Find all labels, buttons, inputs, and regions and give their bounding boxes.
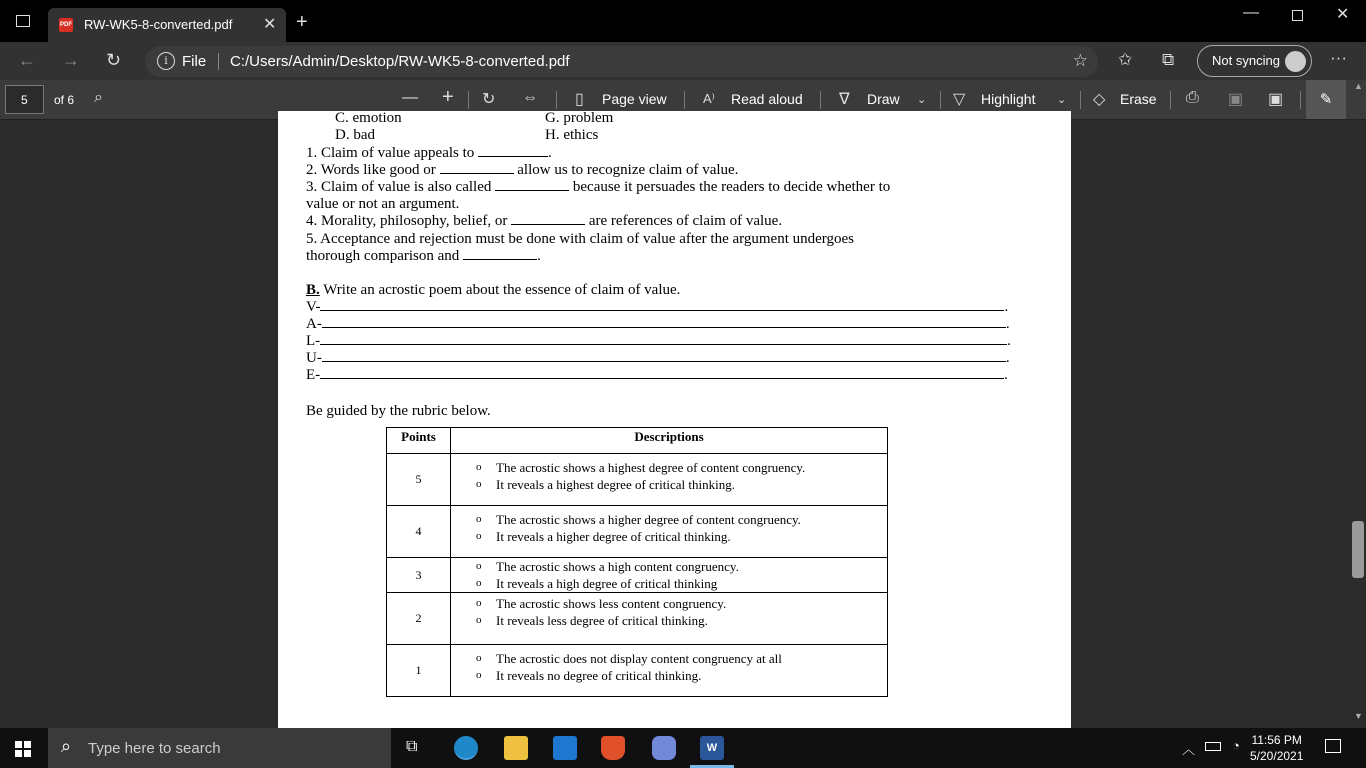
- print-icon[interactable]: ⎙: [1186, 89, 1199, 106]
- highlight-chevron-down-icon[interactable]: ⌄: [1057, 94, 1067, 106]
- acrostic-blank: [322, 316, 1006, 328]
- choice-c: C. emotion: [335, 110, 402, 126]
- forward-icon[interactable]: →: [62, 50, 80, 70]
- acrostic-line-a: A- .: [306, 316, 1010, 332]
- section-b-text: Write an acrostic poem about the essence of claim of value.: [323, 282, 681, 298]
- browser-tab[interactable]: [48, 8, 286, 42]
- collections-icon[interactable]: ⧉: [1162, 50, 1175, 69]
- search-placeholder: Type here to search: [88, 740, 221, 757]
- pin-icon[interactable]: ✎: [1306, 80, 1346, 119]
- acrostic-letter-e: E-: [306, 367, 321, 383]
- sync-label: Not syncing: [1212, 53, 1280, 68]
- taskbar: [0, 728, 1366, 768]
- zoom-in-icon[interactable]: +: [442, 86, 454, 108]
- acrostic-letter-l: L-: [306, 333, 321, 349]
- avatar: [1285, 51, 1306, 72]
- url-separator: [218, 53, 219, 70]
- choice-g: G. problem: [545, 110, 614, 126]
- minimize-icon[interactable]: —: [1243, 4, 1259, 21]
- chevron-up-icon[interactable]: ︿: [1182, 742, 1196, 757]
- table-row: [387, 454, 888, 506]
- search-icon[interactable]: ⌕: [94, 89, 103, 106]
- description-line: o It reveals a higher degree of critical thinking.: [496, 528, 887, 545]
- description-line: o The acrostic shows a higher degree of content congruency.: [496, 511, 887, 528]
- more-menu-icon[interactable]: ···: [1330, 48, 1347, 67]
- question-2: [306, 162, 738, 179]
- column-header-points: Points: [387, 428, 451, 454]
- question-3-text: 3. Claim of value is also called: [306, 179, 492, 195]
- pdf-page: [278, 111, 1071, 731]
- acrostic-line-v: V- .: [306, 299, 1009, 315]
- brave-icon[interactable]: [601, 736, 625, 760]
- description-cell: [451, 506, 888, 558]
- address-bar: [0, 42, 1366, 80]
- question-4-text-end: are references of claim of value.: [588, 213, 783, 229]
- description-line: o The acrostic shows a highest degree of content congruency.: [496, 459, 887, 476]
- scrollbar-thumb[interactable]: [1352, 521, 1364, 578]
- description-cell: [451, 454, 888, 506]
- answer-blank: [463, 248, 537, 260]
- url-text[interactable]: C:/Users/Admin/Desktop/RW-WK5-8-converted.pdf: [230, 53, 570, 70]
- scrollbar[interactable]: [1350, 81, 1366, 727]
- draw-chevron-down-icon[interactable]: ⌄: [917, 94, 927, 106]
- sync-button[interactable]: [1197, 45, 1312, 77]
- scroll-up-icon[interactable]: ▲: [1354, 81, 1363, 91]
- page-number-input[interactable]: 5: [5, 85, 44, 114]
- clock-date: 5/20/2021: [1250, 749, 1304, 763]
- close-window-icon[interactable]: ✕: [1336, 6, 1350, 23]
- taskbar-search[interactable]: [48, 728, 391, 768]
- question-1-text: 1. Claim of value appeals to: [306, 145, 475, 161]
- info-icon[interactable]: i: [157, 52, 175, 70]
- acrostic-letter-v: V-: [306, 299, 321, 315]
- acrostic-blank: [320, 299, 1004, 311]
- url-scheme-label: File: [182, 53, 207, 70]
- highlight-button[interactable]: Highlight: [981, 91, 1036, 107]
- acrostic-line-e: E- .: [306, 367, 1008, 383]
- table-row: [387, 645, 888, 697]
- question-3: [306, 179, 890, 196]
- acrostic-letter-u: U-: [306, 350, 322, 366]
- page-total: of 6: [54, 93, 75, 107]
- favorites-icon[interactable]: ✩: [1118, 50, 1133, 69]
- question-2-text-end: allow us to recognize claim of value.: [517, 162, 739, 178]
- acrostic-letter-a: A-: [306, 316, 322, 332]
- toolbar-divider: [820, 91, 821, 109]
- description-cell: [451, 558, 888, 593]
- page-view-button[interactable]: Page view: [602, 91, 667, 107]
- table-row: [387, 593, 888, 645]
- title-bar: [0, 0, 1366, 42]
- acrostic-line-l: L- .: [306, 333, 1011, 349]
- window-menu-icon[interactable]: [16, 15, 30, 27]
- erase-button[interactable]: Erase: [1120, 91, 1157, 107]
- draw-button[interactable]: Draw: [867, 91, 900, 107]
- question-2-text: 2. Words like good or: [306, 162, 436, 178]
- table-row: [387, 506, 888, 558]
- points-cell: 4: [387, 506, 451, 558]
- table-header-row: [387, 428, 888, 454]
- word-icon[interactable]: W: [700, 736, 724, 760]
- question-1: 1. Claim of value appeals to .: [306, 145, 552, 161]
- toolbar-divider: [468, 91, 469, 109]
- tab-title: RW-WK5-8-converted.pdf: [84, 17, 233, 32]
- scroll-down-icon[interactable]: ▼: [1354, 711, 1363, 721]
- save-icon[interactable]: ▣: [1228, 91, 1244, 108]
- clock-time: 11:56 PM: [1251, 733, 1302, 747]
- wifi-icon[interactable]: ◔: [1232, 738, 1240, 753]
- points-cell: 3: [387, 558, 451, 593]
- section-b-label: B.: [306, 282, 320, 298]
- page-view-icon[interactable]: ▯: [575, 91, 584, 108]
- clock[interactable]: [1250, 732, 1303, 764]
- question-4-text: 4. Morality, philosophy, belief, or: [306, 213, 508, 229]
- edge-icon[interactable]: [454, 736, 478, 760]
- description-line: o The acrostic shows less content congruency.: [496, 595, 887, 612]
- question-5: 5. Acceptance and rejection must be done with claim of value after the argument undergoes: [306, 231, 854, 247]
- zoom-out-icon[interactable]: —: [402, 89, 418, 106]
- toolbar-divider: [684, 91, 685, 109]
- description-cell: [451, 645, 888, 697]
- rubric-intro: Be guided by the rubric below.: [306, 403, 491, 419]
- toolbar-divider: [556, 91, 557, 109]
- task-view-icon[interactable]: ⧉: [406, 738, 418, 755]
- choice-h: H. ethics: [545, 127, 599, 143]
- new-tab-icon[interactable]: +: [296, 11, 308, 33]
- url-field[interactable]: [145, 46, 1098, 77]
- toolbar-divider: [940, 91, 941, 109]
- back-icon[interactable]: ←: [18, 50, 36, 70]
- save-as-icon[interactable]: ▣: [1268, 91, 1284, 108]
- acrostic-blank: [322, 350, 1006, 362]
- table-row: [387, 558, 888, 593]
- section-b: [306, 282, 680, 299]
- eraser-icon[interactable]: ◇: [1093, 91, 1106, 108]
- description-line: o It reveals a highest degree of critical thinking.: [496, 476, 887, 493]
- rubric-table: [386, 427, 888, 697]
- description-line: o It reveals less degree of critical thinking.: [496, 612, 887, 629]
- answer-blank: [511, 213, 585, 225]
- battery-icon[interactable]: [1205, 742, 1221, 751]
- choice-d: D. bad: [335, 127, 375, 143]
- answer-blank: [478, 145, 548, 157]
- question-3-cont: value or not an argument.: [306, 196, 460, 212]
- description-line: o It reveals a high degree of critical thinking: [496, 575, 887, 592]
- windows-start-icon[interactable]: [15, 741, 31, 757]
- refresh-icon[interactable]: ↻: [106, 50, 122, 70]
- points-cell: 5: [387, 454, 451, 506]
- mail-icon[interactable]: [553, 736, 577, 760]
- question-5-text-end: thorough comparison and: [306, 248, 460, 264]
- pdf-icon: PDF: [59, 18, 73, 32]
- toolbar-divider: [1080, 91, 1081, 109]
- read-aloud-icon[interactable]: A⁾: [703, 91, 715, 106]
- description-cell: [451, 593, 888, 645]
- file-explorer-icon[interactable]: [504, 736, 528, 760]
- description-line: o The acrostic shows a high content congruency.: [496, 558, 887, 575]
- rotate-icon[interactable]: ↻: [482, 91, 496, 108]
- acrostic-blank: [320, 367, 1004, 379]
- maximize-icon[interactable]: [1292, 10, 1303, 21]
- notification-icon[interactable]: [1325, 739, 1341, 753]
- question-4: [306, 213, 782, 230]
- answer-blank: [495, 179, 569, 191]
- column-header-descriptions: Descriptions: [451, 428, 888, 454]
- fit-page-icon[interactable]: ⇔: [522, 89, 538, 106]
- discord-icon[interactable]: [652, 736, 676, 760]
- question-5-cont: thorough comparison and .: [306, 248, 541, 264]
- tab-close-icon[interactable]: ✕: [263, 16, 277, 33]
- read-aloud-button[interactable]: Read aloud: [731, 91, 803, 107]
- toolbar-divider: [1300, 91, 1301, 109]
- question-3-text-end: because it persuades the readers to decide whether to: [572, 179, 891, 195]
- points-cell: 2: [387, 593, 451, 645]
- points-cell: 1: [387, 645, 451, 697]
- description-line: o It reveals no degree of critical thinking.: [496, 667, 887, 684]
- description-line: o The acrostic does not display content congruency at all: [496, 650, 887, 667]
- search-icon: ⌕: [61, 736, 72, 756]
- draw-icon[interactable]: ∇: [839, 91, 850, 108]
- add-favorite-icon[interactable]: ☆: [1072, 51, 1088, 70]
- acrostic-line-u: U- .: [306, 350, 1010, 366]
- toolbar-divider: [1170, 91, 1171, 109]
- highlight-icon[interactable]: ▽: [953, 91, 966, 108]
- acrostic-blank: [320, 333, 1007, 345]
- answer-blank: [440, 162, 514, 174]
